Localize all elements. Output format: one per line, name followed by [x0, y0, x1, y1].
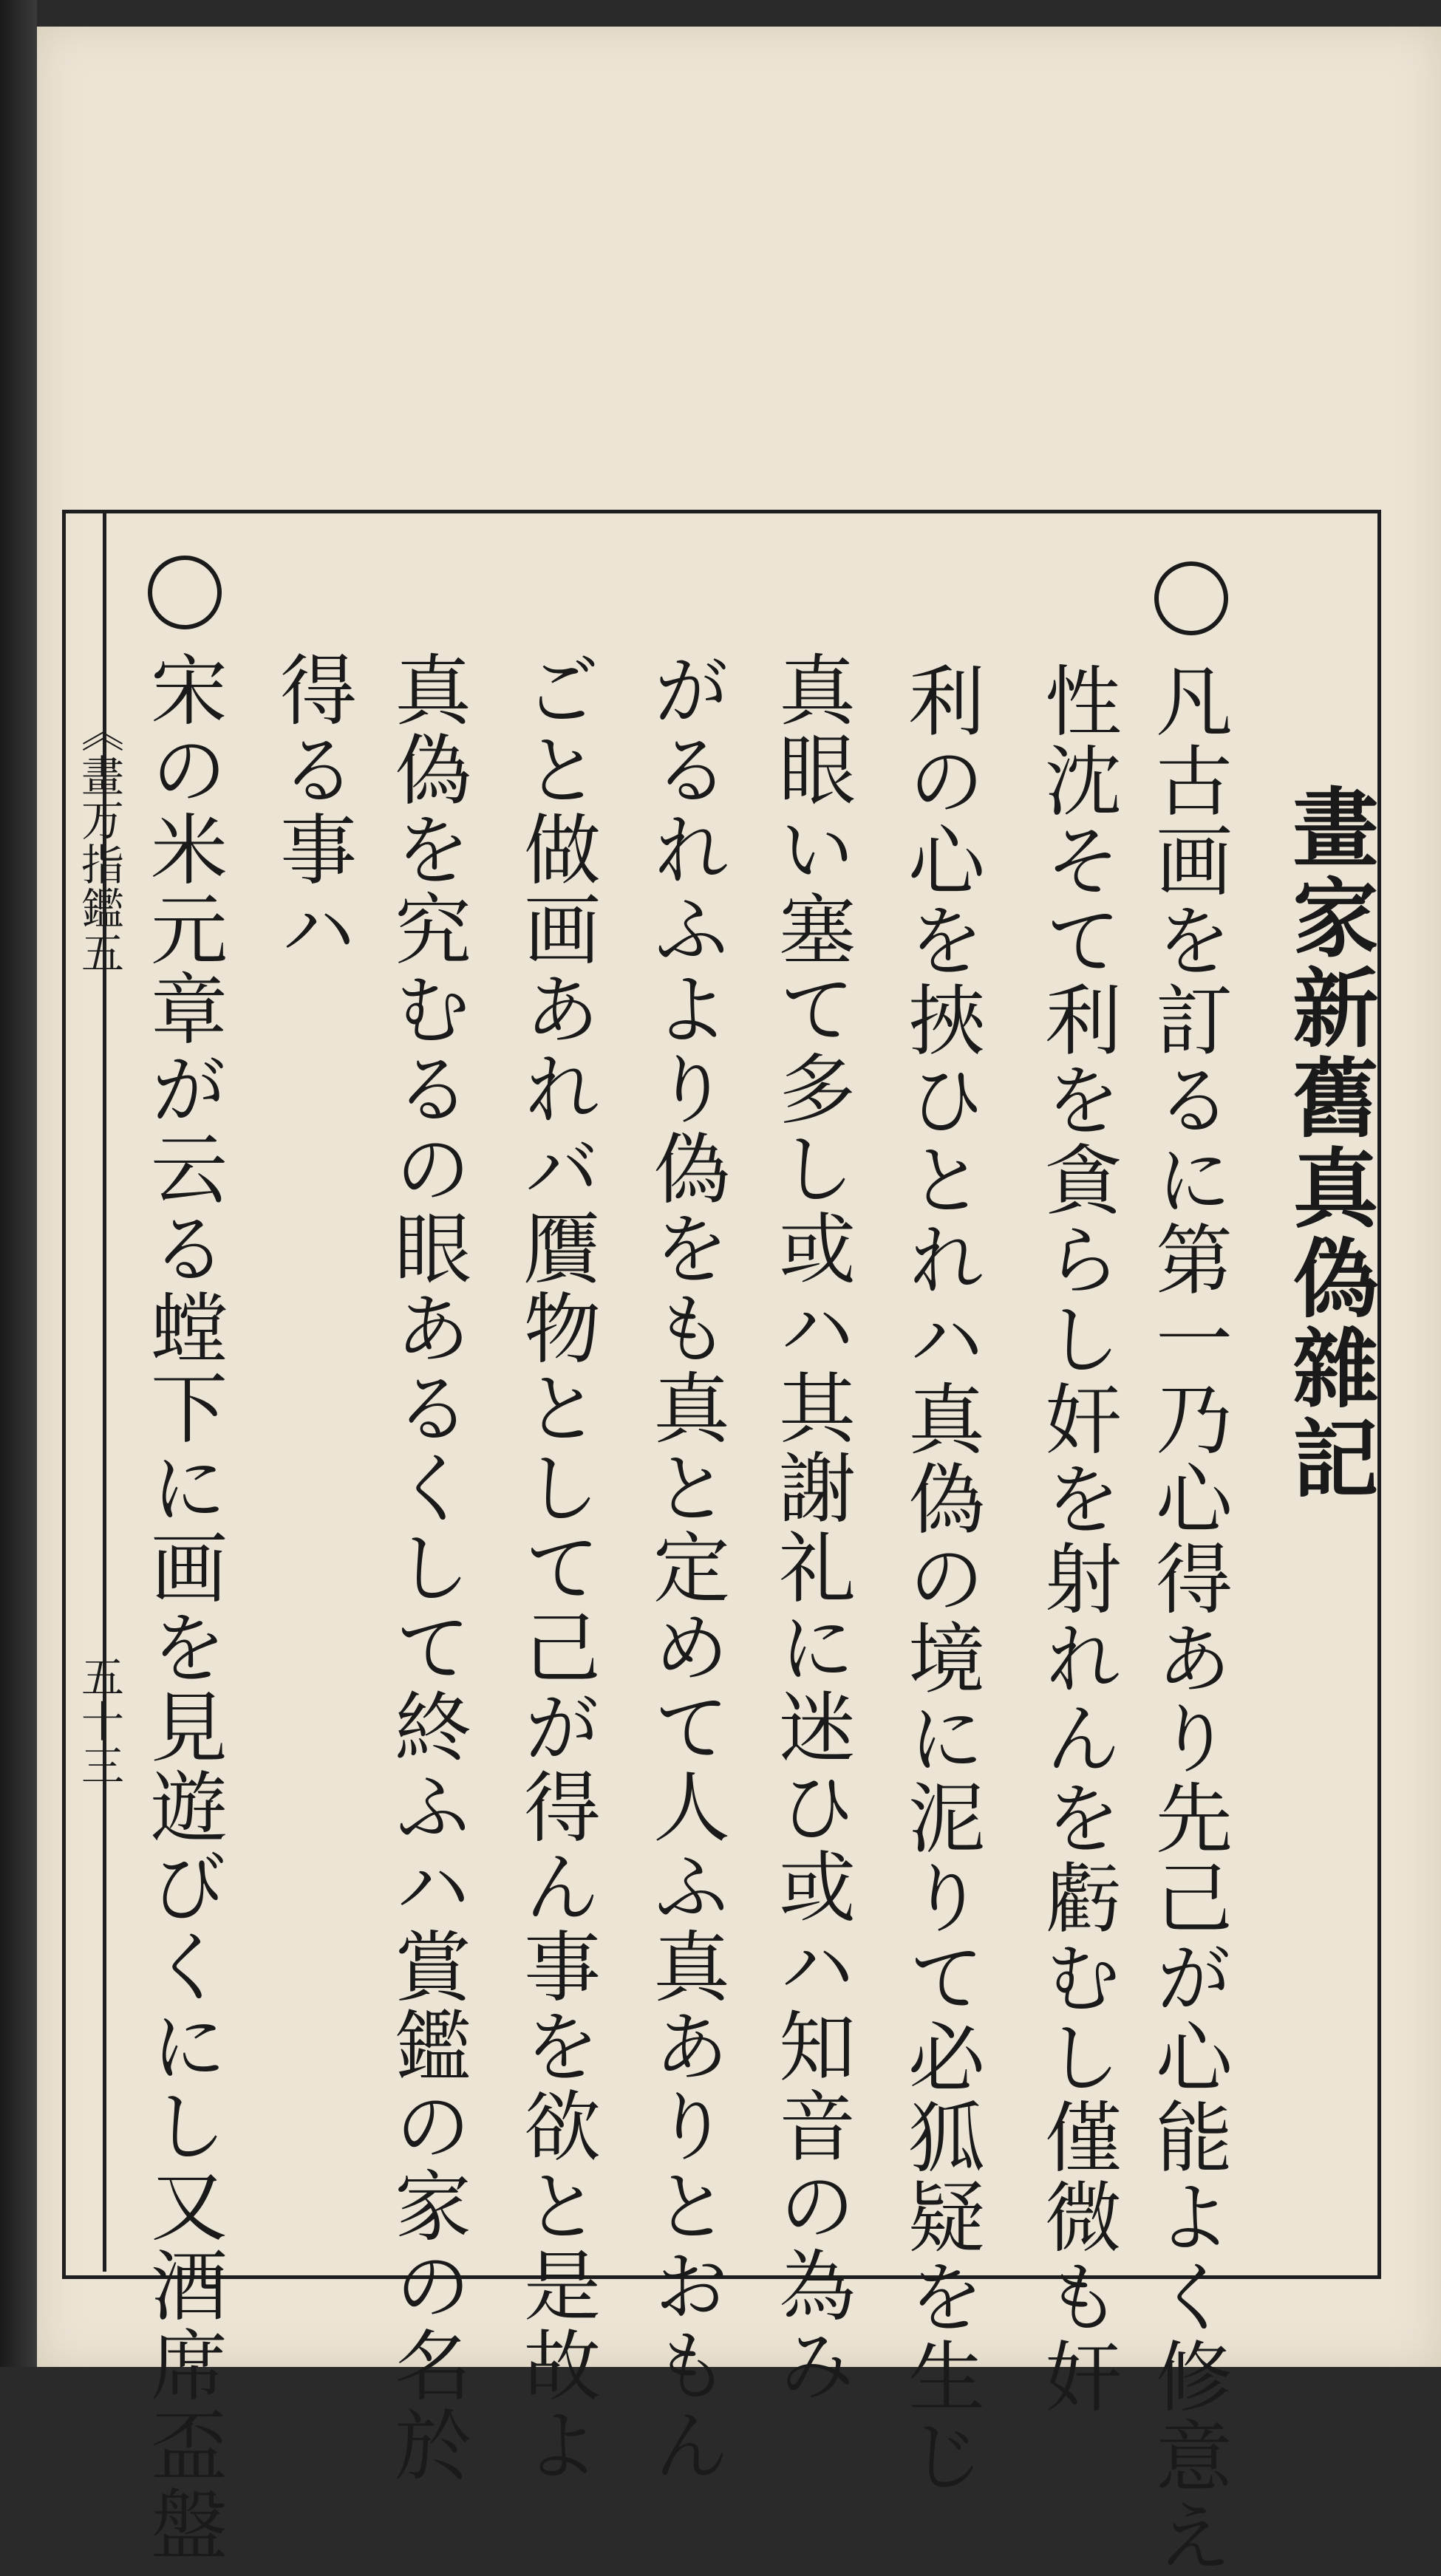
body-column-2: 性沈そて利を貪らし奸を射れんを虧むし僅微も奸: [1032, 661, 1122, 2416]
section-title: 畫家新舊真偽雜記: [1278, 783, 1379, 1504]
body-column-5: がるれふより偽をも真と定めて人ふ真ありとおもん: [640, 650, 730, 2485]
margin-book-title: 《畫万指鑑五: [74, 709, 124, 975]
body-column-8: 得る事ハ: [267, 650, 357, 969]
body-column-left-1: 宋の米元章が云る螳下に画を見遊びくにし又酒席盃盤: [137, 650, 228, 2565]
margin-page-number: 五十三: [74, 1655, 124, 1788]
section-marker-left-icon: [148, 556, 222, 629]
body-column-6: ごと做画あれバ贋物として己が得ん事を欲と是故よ: [511, 650, 601, 2485]
body-column-7: 真偽を究むるの眼あるくして終ふハ賞鑑の家の名於: [381, 650, 471, 2485]
section-marker-right-icon: [1154, 561, 1228, 635]
body-column-4: 真眼い塞て多し或ハ其謝礼に迷ひ或ハ知音の為み: [766, 650, 856, 2405]
binding-edge: [0, 0, 37, 2367]
body-column-1: 凡古画を訂るに第一乃心得あり先己が心能よく修意え: [1142, 661, 1233, 2576]
body-column-3: 利の心を挾ひとれハ真偽の境に泥りて必狐疑を生じ: [895, 661, 985, 2496]
